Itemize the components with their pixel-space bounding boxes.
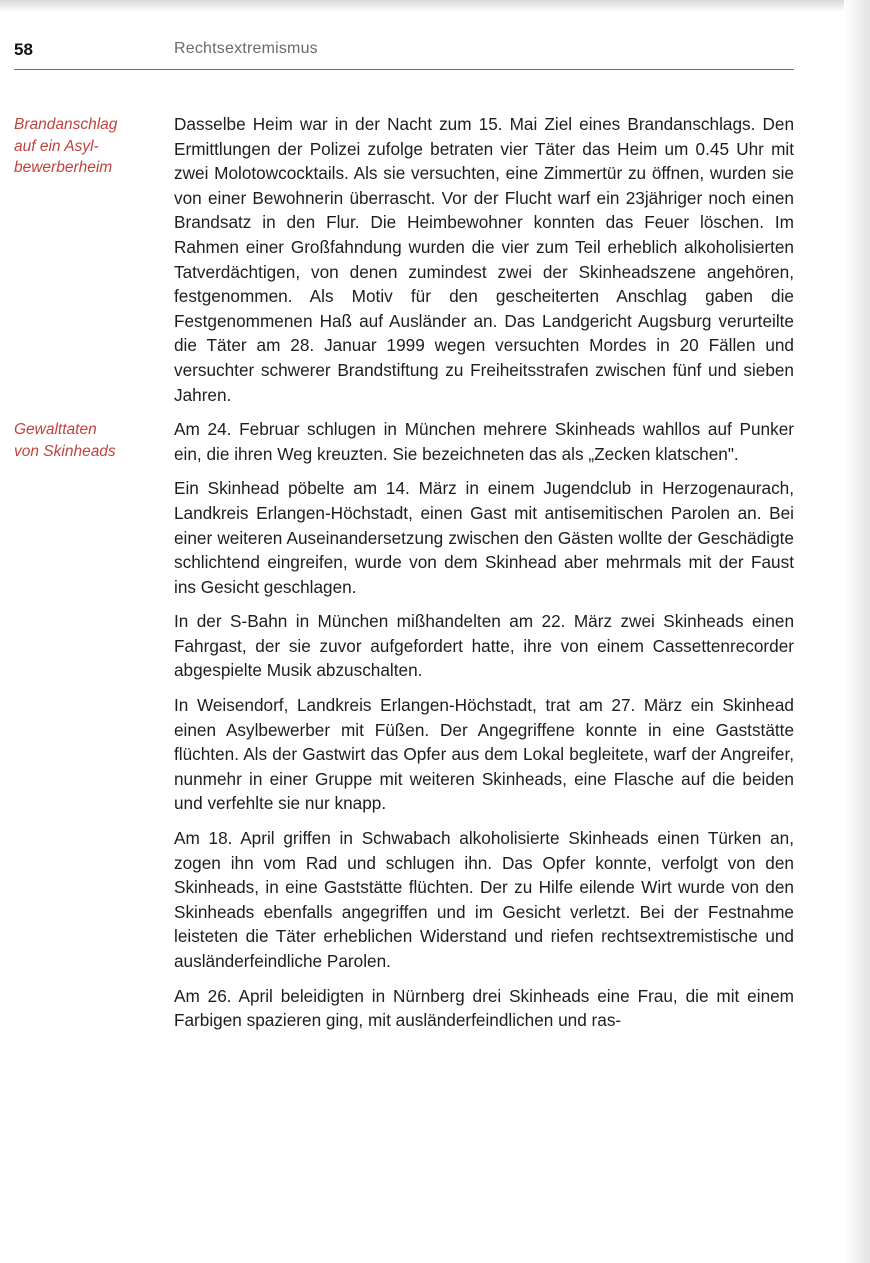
margin-note-line: auf ein Asyl- [14, 137, 99, 155]
margin-note [14, 417, 174, 1043]
header-rule [14, 69, 794, 70]
page-top-shadow [0, 0, 870, 12]
body-column [174, 417, 794, 1043]
page-number: 58 [14, 40, 33, 59]
body-paragraph: In Weisendorf, Landkreis Erlangen-Höchstadt, trat am 27. März ein Skinhead einen Asylbewerber mit Füßen. Der Angegriffene konnte in eine Gaststätte flüchten. Als der Gastwirt das Opfer aus dem Lokal begleitete, warf der Angreifer, nunmehr in einer Gruppe mit weiteren Skinheads, eine Flasche auf die beiden und verfehlte sie nur knapp. [174, 695, 794, 814]
body-column [174, 112, 794, 417]
margin-note-line: Brandanschlag [14, 116, 118, 133]
margin-note [14, 112, 174, 417]
body-paragraph: Dasselbe Heim war in der Nacht zum 15. Mai Ziel eines Brandanschlags. Den Ermittlungen der Polizei zufolge betraten vier Täter das Heim um 0.45 Uhr mit zwei Molotowcocktails. Als sie versuchten, eine Zimmertür zu öffnen, wurden sie von einer Bewohnerin überrascht. Vor der Flucht warf ein 23jähriger noch einen Brandsatz in den Flur. Die Heimbewohner konnten das Feuer löschen. Im Rahmen einer Großfahndung wurden die vier zum Teil erheblich alkoholisierten Tatverdächtigen, von denen zumindest zwei der Skinheadszene angehören, festgenommen. Als Motiv für den gescheiterten Anschlag gaben die Festgenommenen Haß auf Ausländer an. Das Landgericht Augsburg verurteilte die Täter am 28. Januar 1999 wegen versuchten Mordes in 20 Fällen und versuchter schwerer Brandstiftung zu Freiheitsstrafen zwischen fünf und sieben Jahren. [174, 114, 794, 405]
body-paragraph: Ein Skinhead pöbelte am 14. März in einem Jugendclub in Herzogenaurach, Landkreis Erlangen-Höchstadt, einen Gast mit antisemitischen Parolen an. Bei einer weiteren Auseinandersetzung zwischen den Gästen wollte der Geschädigte schlichtend eingreifen, wurde von dem Skinhead aber mehrmals mit der Faust ins Gesicht geschlagen. [174, 478, 794, 597]
page-header [14, 40, 794, 68]
margin-note-line: bewerberheim [14, 159, 113, 176]
page-edge-shadow [844, 0, 870, 1263]
body-paragraph: Am 26. April beleidigten in Nürnberg drei Skinheads eine Frau, die mit einem Farbigen spazieren ging, mit ausländerfeindlichen und ras- [174, 985, 794, 1031]
body-paragraph: Am 18. April griffen in Schwabach alkoholisierte Skinheads einen Türken an, zogen ihn vom Rad und schlugen ihn. Das Opfer konnte, verfolgt von den Skinheads, in eine Gaststätte flüchten. Der zu Hilfe eilende Wirt wurde von den Skinheads ebenfalls angegriffen und im Gesicht verletzt. Bei der Festnahme leisteten die Täter erheblichen Widerstand und riefen rechtsextremistische und ausländerfeindliche Parolen. [174, 828, 794, 971]
margin-note-line: von Skinheads [14, 442, 116, 460]
section-gewalttaten [14, 417, 794, 1043]
margin-note-line: Gewalttaten [14, 421, 97, 439]
body-paragraph: Am 24. Februar schlugen in München mehrere Skinheads wahllos auf Punker ein, die ihren Weg kreuzten. Sie bezeichneten das als „Zecken klatschen". [174, 419, 794, 464]
running-title: Rechtsextremismus [174, 40, 318, 57]
body-paragraph: In der S-Bahn in München mißhandelten am 22. März zwei Skinheads einen Fahrgast, der sie zuvor aufgefordert hatte, ihre von einem Cassettenrecorder abgespielte Musik abzuschalten. [174, 611, 794, 681]
page-content [14, 112, 794, 1043]
section-brandanschlag [14, 112, 794, 417]
